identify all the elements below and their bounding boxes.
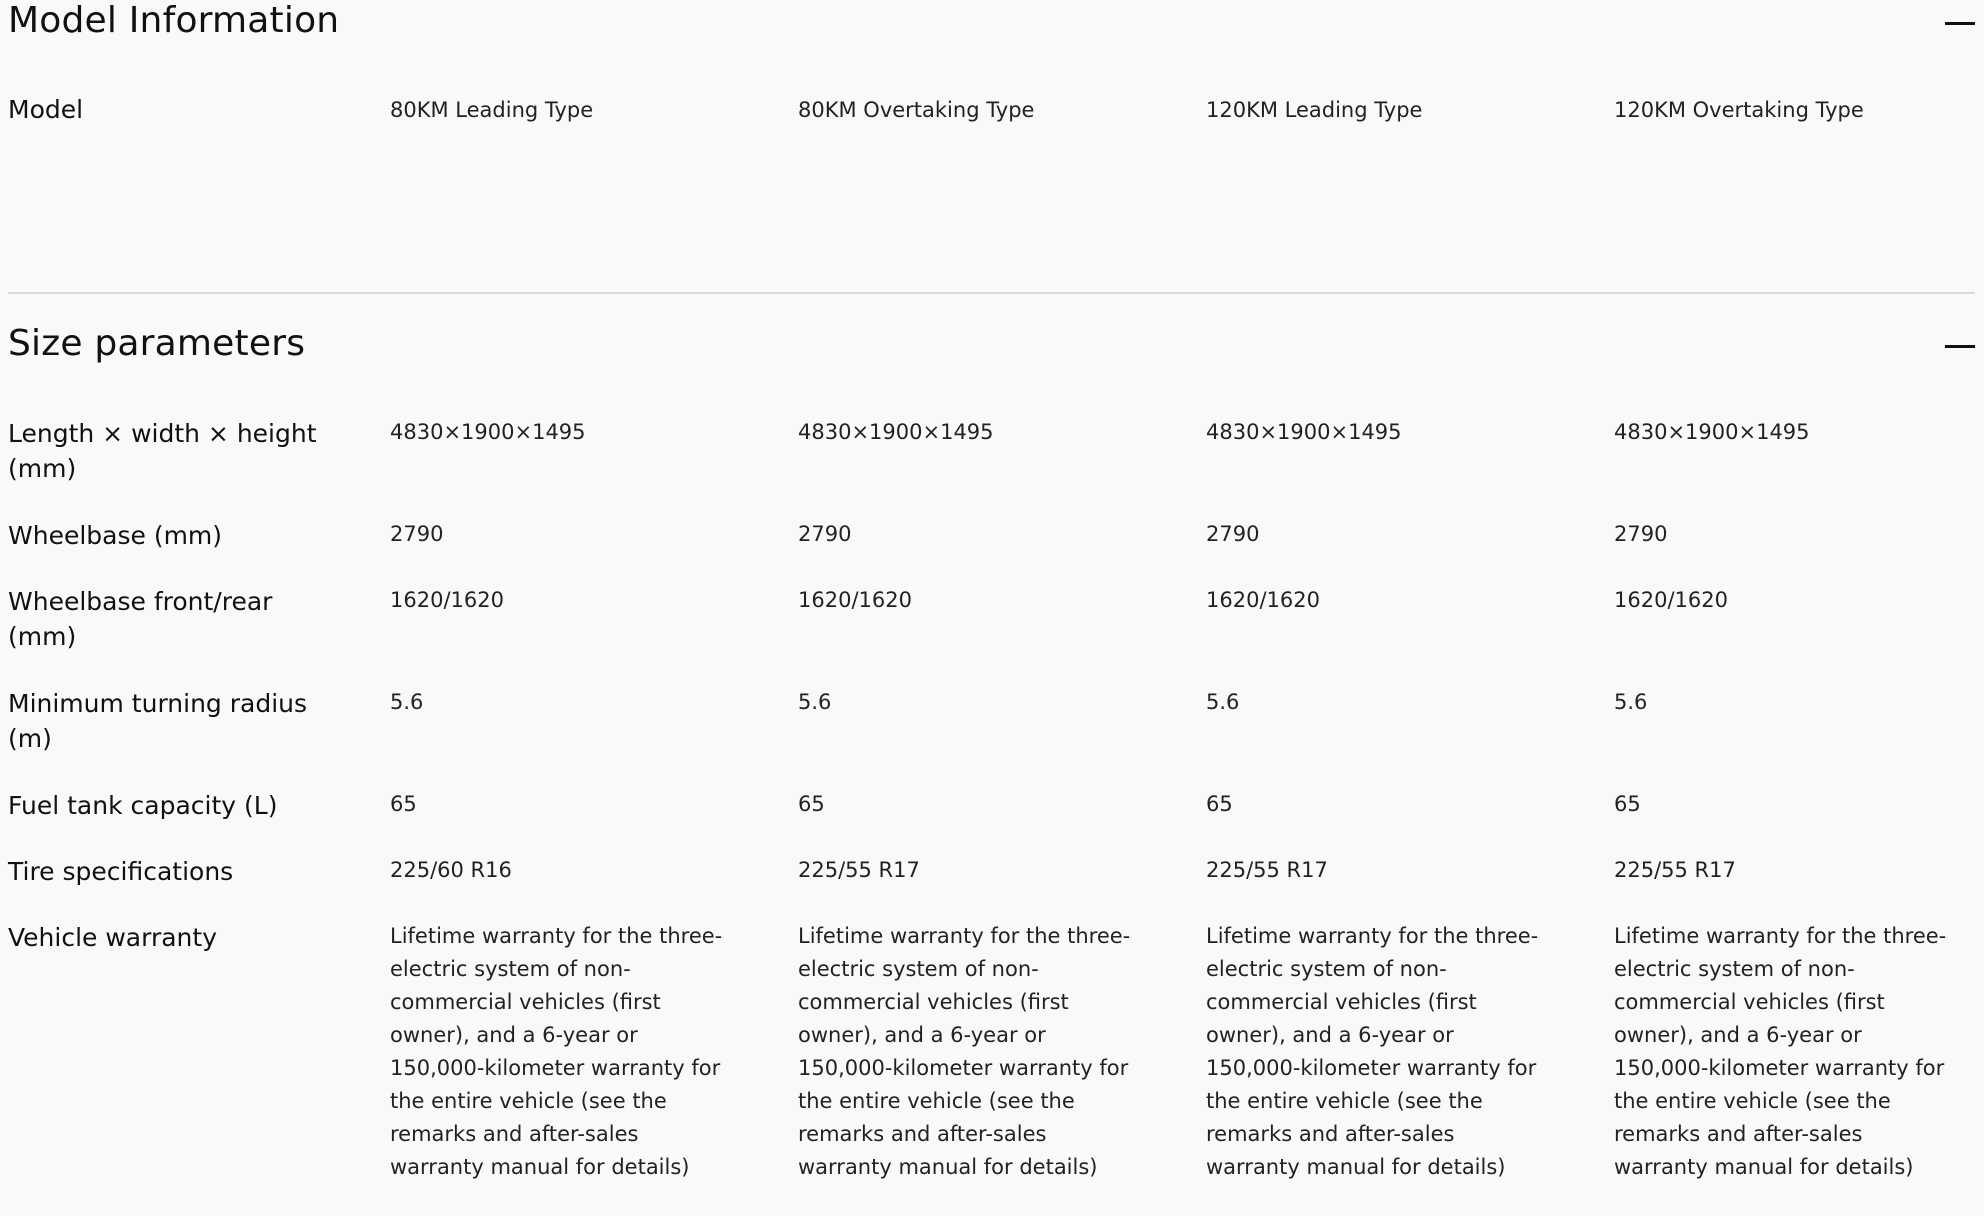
section-title: Size parameters <box>8 323 306 364</box>
cell-value: Lifetime warranty for the three-electric system of non-commercial vehicles (first owner), and a 6-year or 150,000-kilometer warranty for the entire vehicle (see the remarks and after-sales warranty manual for details) <box>1206 924 1539 1179</box>
cell-value: 80KM Leading Type <box>390 98 594 122</box>
cell-value: 65 <box>1614 792 1641 816</box>
cell-value: 1620/1620 <box>1206 588 1320 612</box>
row-label: Length × width × height (mm) <box>8 419 317 483</box>
cell-value: 2790 <box>1206 522 1260 546</box>
cell-value: 5.6 <box>798 690 832 714</box>
cell-value: Lifetime warranty for the three-electric system of non-commercial vehicles (first owner), and a 6-year or 150,000-kilometer warranty for the entire vehicle (see the remarks and after-sales warranty manual for details) <box>1614 924 1947 1179</box>
cell-value: 4830×1900×1495 <box>1206 420 1402 444</box>
row-label: Model <box>8 95 84 124</box>
cell-value: 65 <box>390 792 417 816</box>
cell-value: 225/55 R17 <box>798 858 920 882</box>
row-label: Wheelbase (mm) <box>8 521 223 550</box>
section-divider <box>8 292 1975 294</box>
cell-value: 80KM Overtaking Type <box>798 98 1035 122</box>
cell-value: 1620/1620 <box>798 588 912 612</box>
cell-value: 225/55 R17 <box>1206 858 1328 882</box>
cell-value: 4830×1900×1495 <box>798 420 994 444</box>
collapse-minus-icon[interactable] <box>1945 18 1975 48</box>
cell-value: 2790 <box>798 522 852 546</box>
cell-value: 225/55 R17 <box>1614 858 1736 882</box>
cell-value: Lifetime warranty for the three-electric system of non-commercial vehicles (first owner), and a 6-year or 150,000-kilometer warranty for the entire vehicle (see the remarks and after-sales warranty manual for details) <box>798 924 1131 1179</box>
cell-value: 4830×1900×1495 <box>1614 420 1810 444</box>
cell-value: 5.6 <box>1614 690 1648 714</box>
row-label: Fuel tank capacity (L) <box>8 791 278 820</box>
section-header-model-information <box>0 0 1975 60</box>
row-label: Tire specifications <box>8 857 234 886</box>
row-label: Vehicle warranty <box>8 923 217 952</box>
cell-value: 65 <box>798 792 825 816</box>
cell-value: 1620/1620 <box>390 588 504 612</box>
cell-value: 5.6 <box>390 690 424 714</box>
cell-value: Lifetime warranty for the three-electric system of non-commercial vehicles (first owner), and a 6-year or 150,000-kilometer warranty for the entire vehicle (see the remarks and after-sales warranty manual for details) <box>390 924 723 1179</box>
cell-value: 1620/1620 <box>1614 588 1728 612</box>
cell-value: 225/60 R16 <box>390 858 512 882</box>
row-label: Wheelbase front/rear (mm) <box>8 587 273 651</box>
cell-value: 2790 <box>1614 522 1668 546</box>
section-header-size-parameters <box>0 323 1975 383</box>
cell-value: 65 <box>1206 792 1233 816</box>
collapse-minus-icon[interactable] <box>1945 341 1975 371</box>
cell-value: 2790 <box>390 522 444 546</box>
cell-value: 120KM Leading Type <box>1206 98 1423 122</box>
section-title: Model Information <box>8 0 340 41</box>
row-label: Minimum turning radius (m) <box>8 689 308 753</box>
cell-value: 5.6 <box>1206 690 1240 714</box>
cell-value: 4830×1900×1495 <box>390 420 586 444</box>
cell-value: 120KM Overtaking Type <box>1614 98 1864 122</box>
